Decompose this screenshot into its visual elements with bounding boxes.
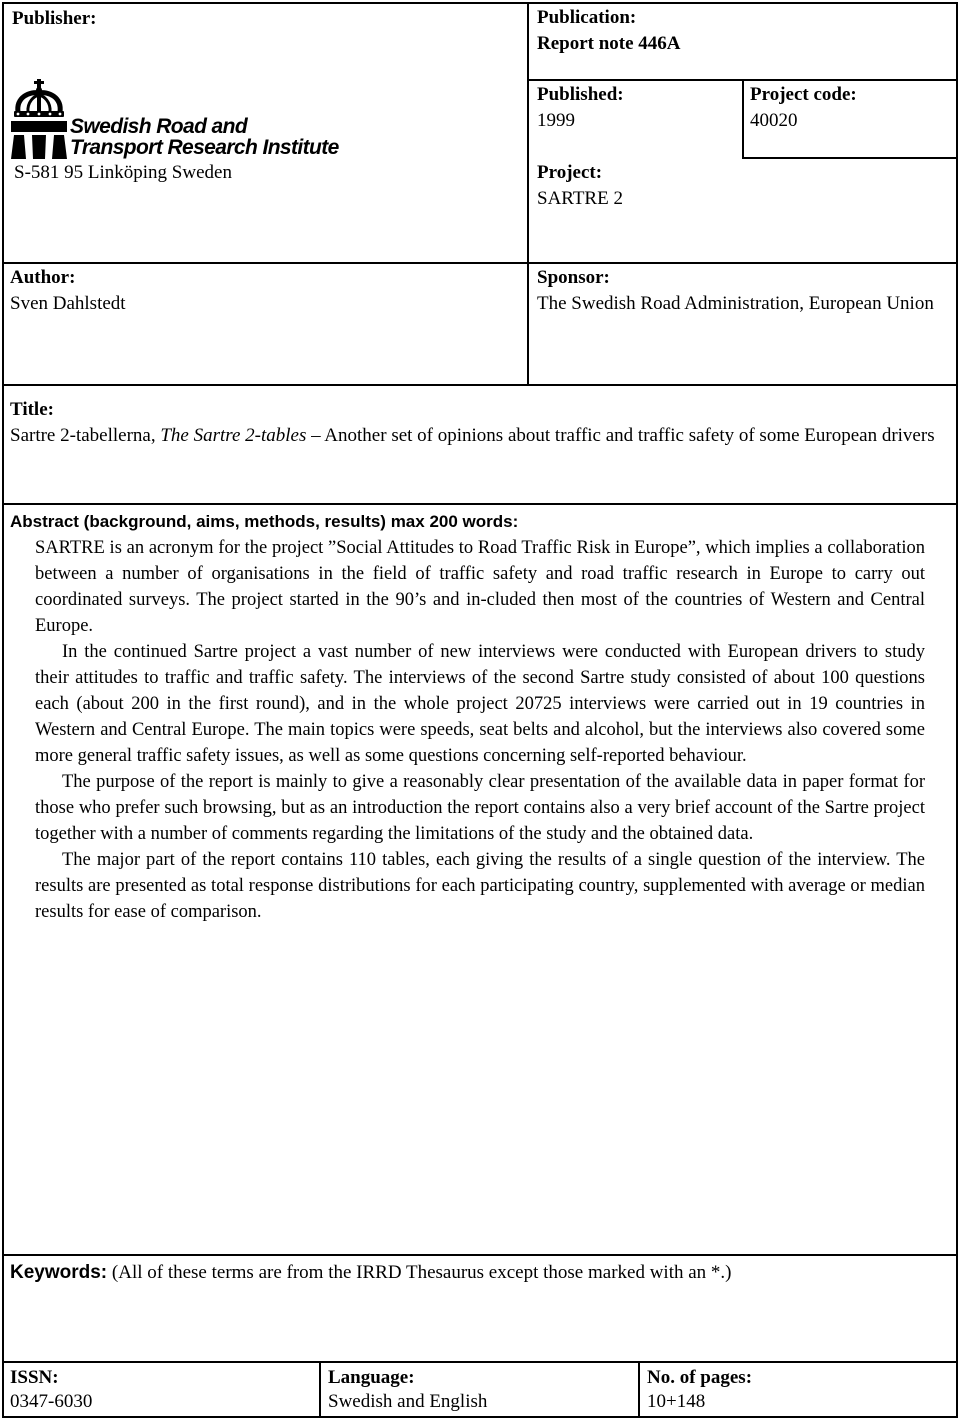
publication-label: Publication:	[537, 7, 637, 28]
sponsor-label: Sponsor:	[537, 267, 610, 288]
publisher-section	[12, 6, 517, 32]
outer-border-left	[2, 2, 4, 1418]
publisher-address: S-581 95 Linköping Sweden	[14, 162, 232, 183]
logo-line-1: Swedish Road and	[70, 115, 248, 138]
title-label: Title:	[10, 399, 54, 420]
abstract-label: Abstract (background, aims, methods, results) max 200 words:	[10, 512, 519, 531]
language-label: Language:	[328, 1367, 415, 1388]
divider-issn-right	[319, 1361, 321, 1417]
divider-author-bottom	[2, 384, 958, 386]
title-value	[10, 423, 950, 449]
keywords-value: (All of these terms are from the IRRD Thesaurus except those marked with an *.)	[107, 1262, 732, 1283]
keywords-section	[10, 1260, 950, 1287]
outer-border-top	[2, 2, 958, 4]
publisher-label: Publisher:	[12, 8, 97, 29]
project-value: SARTRE 2	[537, 188, 623, 209]
pages-section	[647, 1366, 947, 1414]
divider-language-right	[638, 1361, 640, 1417]
divider-keywords-top	[2, 1254, 958, 1256]
published-label: Published:	[537, 84, 624, 105]
issn-value: 0347-6030	[10, 1391, 93, 1412]
author-section	[10, 265, 510, 317]
divider-project-code-left	[742, 79, 744, 158]
pages-label: No. of pages:	[647, 1367, 753, 1388]
divider-author-vertical	[527, 262, 529, 386]
published-section	[537, 82, 737, 134]
issn-section	[10, 1366, 310, 1414]
author-label: Author:	[10, 267, 76, 288]
author-value: Sven Dahlstedt	[10, 293, 126, 314]
title-section	[10, 397, 950, 449]
divider-title-bottom	[2, 503, 958, 505]
divider-project-code-bottom	[742, 157, 957, 159]
outer-border-right	[956, 2, 958, 1418]
project-label: Project:	[537, 162, 603, 183]
pages-value: 10+148	[647, 1391, 706, 1412]
divider-header-vertical	[527, 2, 529, 264]
vti-logo	[10, 79, 339, 159]
language-section	[328, 1366, 628, 1414]
project-code-section	[750, 82, 950, 134]
divider-issn-top	[2, 1361, 958, 1363]
publication-section	[537, 5, 937, 57]
project-code-label: Project code:	[750, 84, 857, 105]
title-swedish: Sartre 2-tabellerna,	[10, 425, 161, 446]
sponsor-value: The Swedish Road Administration, European Union	[537, 293, 934, 314]
published-value: 1999	[537, 110, 575, 131]
project-code-value: 40020	[750, 110, 798, 131]
outer-border-bottom	[2, 1416, 958, 1418]
abstract-paragraph-4: The major part of the report contains 110 tables, each giving the results of a single question of the interview. The results are presented as total response distributions for each participating country, supplemented with average or median results for ease of comparison.	[35, 850, 925, 922]
title-subtitle: – Another set of opinions about traffic and traffic safety of some European drivers	[306, 425, 935, 446]
publication-value: Report note 446A	[537, 33, 681, 54]
divider-header-bottom	[2, 262, 958, 264]
issn-label: ISSN:	[10, 1367, 59, 1388]
crown-emblem-icon	[10, 79, 68, 161]
abstract-paragraph-1: SARTRE is an acronym for the project ”Social Attitudes to Road Traffic Risk in Europe”, which implies a collaboration between a number of organisations in the field of traffic safety and road traffic research in Europe to carry out coordinated surveys. The project started in the 90’s and in-cluded then most of the countries of Western and Central Europe.	[35, 538, 925, 636]
keywords-label: Keywords:	[10, 1262, 108, 1283]
abstract-paragraph-3: The purpose of the report is mainly to give a reasonably clear presentation of the available data in paper format for those who prefer such browsing, but as an introduction the report contains also a very brief account of the Sartre project together with a number of comments regarding the limitations of the study and the obtained data.	[35, 772, 925, 844]
abstract-paragraph-2: In the continued Sartre project a vast number of new interviews were conducted with European drivers to study their attitudes to traffic and traffic safety. The interviews of the second Sartre study consisted of about 100 questions each (about 200 in the first round), and in the whole project 20725 interviews were carried out in 19 countries in Western and Central Europe. The main topics were speeds, seat belts and alcohol, but the interviews also covered some more general traffic safety issues, as well as some questions concerning self-reported behaviour.	[35, 642, 925, 766]
project-section	[537, 160, 937, 212]
sponsor-section	[537, 265, 953, 317]
title-english: The Sartre 2-tables	[160, 425, 307, 446]
language-value: Swedish and English	[328, 1391, 488, 1412]
logo-line-2: Transport Research Institute	[70, 136, 339, 159]
abstract-section	[10, 509, 925, 925]
